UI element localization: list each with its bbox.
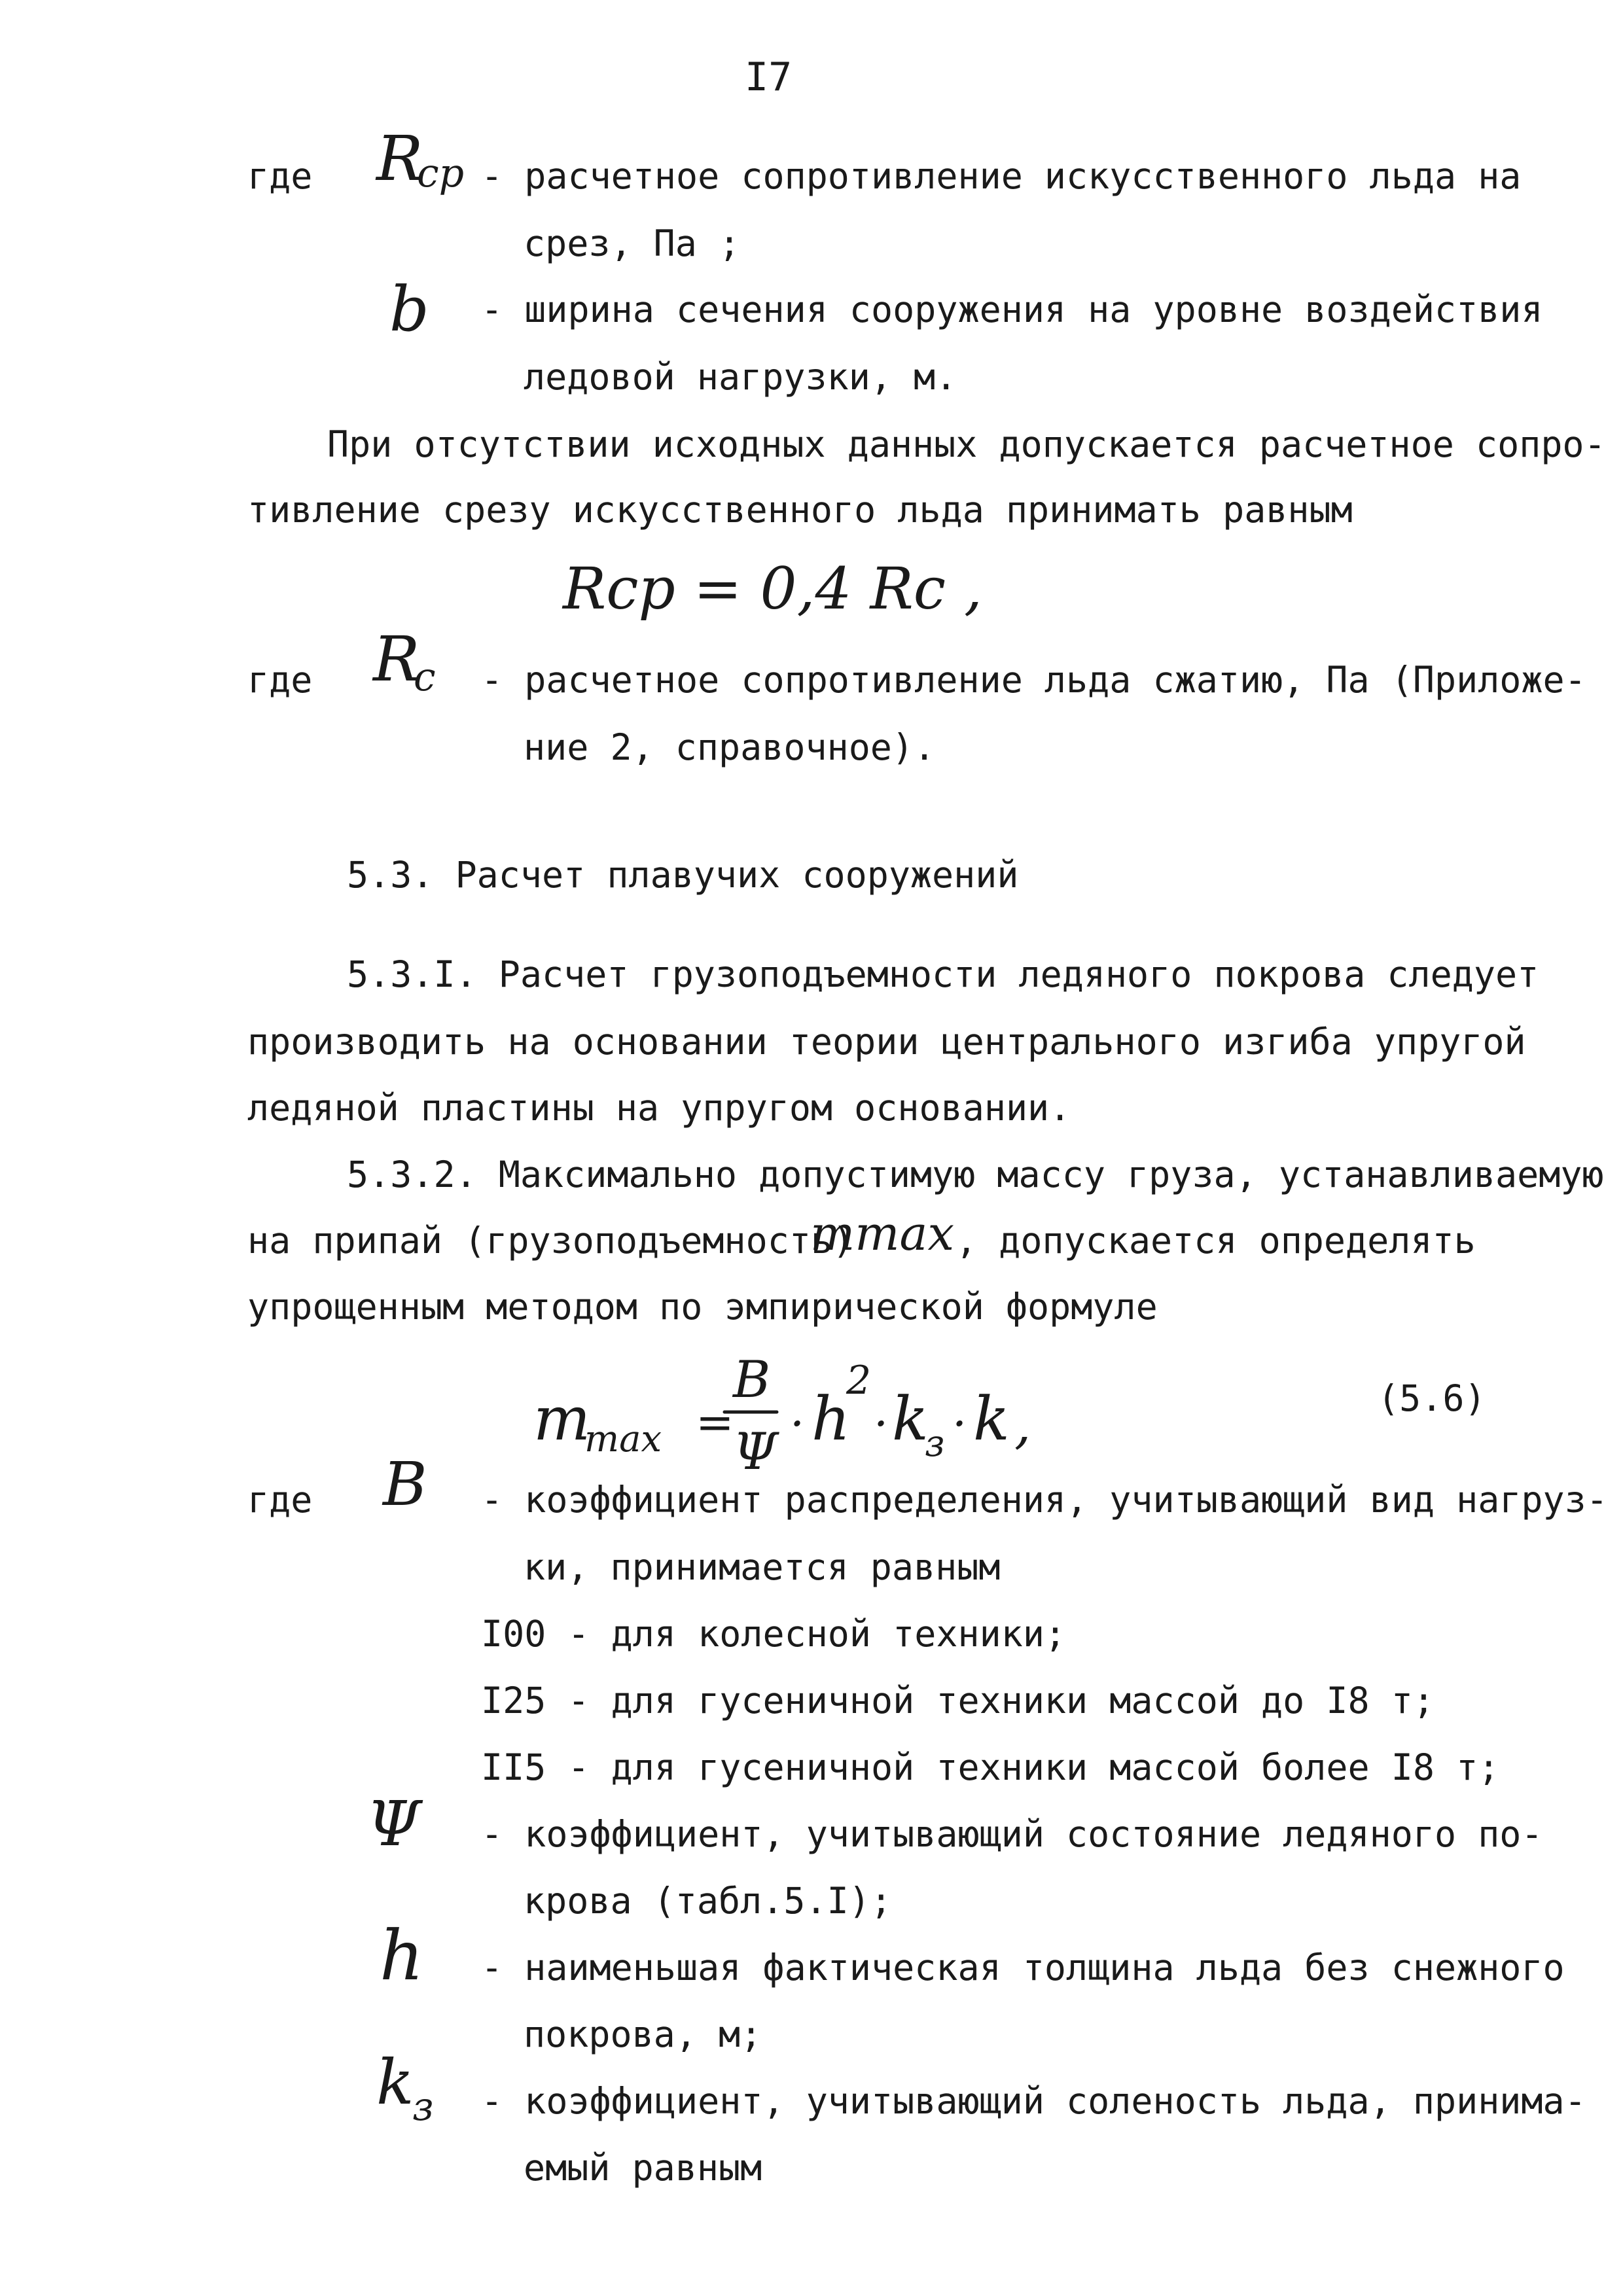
- h-definition-line-1: - наименьшая фактическая толщина льда без снежного: [481, 1947, 1565, 1988]
- svg-text:·: ·: [790, 1397, 805, 1451]
- B-definition-line-2: ки, принимается равным: [524, 1546, 1001, 1588]
- svg-text:Ψ: Ψ: [733, 1422, 778, 1481]
- paragraph-line-2: тивление срезу искусственного льда принимать равным: [247, 489, 1353, 531]
- paragraph-531-line-2: производить на основании теории центрального изгиба упругой: [247, 1021, 1526, 1063]
- paragraph-531-line-3: ледяной пластины на упругом основании.: [247, 1087, 1071, 1129]
- section-heading: 5.3. Расчет плавучих сооружений: [347, 854, 1019, 896]
- B-definition-line-1: - коэффициент распределения, учитывающий вид нагруз-: [481, 1479, 1608, 1521]
- svg-text:b: b: [389, 274, 429, 345]
- rcp-definition-line-2: срез, Па ;: [524, 222, 741, 264]
- svg-text:cp: cp: [417, 150, 465, 196]
- symbol-h: [380, 1914, 438, 1998]
- kz-definition-line-1: - коэффициент, учитывающий соленость льда, принима-: [481, 2080, 1586, 2122]
- formula-number: (5.6): [1378, 1377, 1486, 1419]
- where-label: где: [247, 155, 313, 197]
- paragraph-532-line-3: упрощенным методом по эмпирической формуле: [247, 1286, 1158, 1328]
- svg-text:h: h: [380, 1916, 424, 1996]
- svg-text:з: з: [412, 2084, 434, 2130]
- B-value-tracked-heavy: II5 - для гусеничной техники массой более I8 т;: [481, 1746, 1500, 1788]
- svg-text:B: B: [733, 1351, 771, 1409]
- paragraph-532-line-2b: , допускается определять: [955, 1220, 1476, 1262]
- svg-text:R: R: [373, 624, 420, 696]
- mmax-inline-text: mmax: [810, 1206, 955, 1261]
- b-definition-line-2: ледовой нагрузки, м.: [524, 356, 957, 398]
- svg-text:c: c: [414, 654, 436, 700]
- svg-text:з: з: [925, 1422, 945, 1465]
- svg-text:h: h: [812, 1384, 851, 1454]
- symbol-rc: [373, 624, 458, 700]
- svg-text:·: ·: [874, 1397, 889, 1451]
- svg-text:k: k: [892, 1384, 929, 1454]
- where-label-2: где: [247, 659, 313, 701]
- symbol-mmax-inline: [810, 1203, 967, 1267]
- symbol-rcp: [376, 123, 481, 199]
- paragraph-532-line-2a: на припай (грузоподъемность): [247, 1220, 855, 1262]
- svg-text:max: max: [584, 1418, 662, 1460]
- paragraph-line-1: При отсутствии исходных данных допускается расчетное сопро-: [327, 423, 1606, 465]
- svg-text:R: R: [376, 123, 423, 195]
- symbol-B: [383, 1449, 442, 1524]
- h-definition-line-2: покрова, м;: [524, 2013, 762, 2055]
- paragraph-532-line-1: 5.3.2. Максимально допустимую массу груза, устанавливаемую: [347, 1154, 1604, 1195]
- svg-text:B: B: [383, 1449, 427, 1519]
- symbol-psi: [366, 1790, 438, 1867]
- svg-text:m: m: [533, 1384, 591, 1454]
- paragraph-531-line-1: 5.3.I. Расчет грузоподъемности ледяного покрова следует: [347, 953, 1539, 995]
- psi-definition-line-1: - коэффициент, учитывающий состояние ледяного по-: [481, 1813, 1543, 1855]
- svg-text:=: =: [696, 1396, 734, 1449]
- svg-text:·: ·: [952, 1397, 967, 1451]
- svg-text:2: 2: [846, 1358, 872, 1404]
- rc-definition-line-1: - расчетное сопротивление льда сжатию, Па (Приложе-: [481, 659, 1586, 701]
- psi-definition-line-2: крова (табл.5.I);: [524, 1880, 892, 1922]
- svg-text:k: k: [376, 2047, 414, 2119]
- page-number: I7: [745, 54, 793, 100]
- rcp-definition-line-1: - расчетное сопротивление искусственного льда на: [481, 155, 1522, 197]
- svg-text:,: ,: [1014, 1394, 1031, 1455]
- formula-rcp-text: Rср = 0,4 Rс ,: [563, 555, 982, 622]
- B-value-tracked-light: I25 - для гусеничной техники массой до I8 т;: [481, 1680, 1435, 1722]
- svg-text:Ψ: Ψ: [366, 1788, 421, 1860]
- formula-rcp: [563, 550, 982, 634]
- symbol-b: [389, 274, 442, 349]
- B-value-wheeled: I00 - для колесной техники;: [481, 1613, 1067, 1655]
- symbol-kz: [376, 2048, 455, 2132]
- formula-mmax: [533, 1335, 1135, 1491]
- b-definition-line-1: - ширина сечения сооружения на уровне воздействия: [481, 289, 1543, 330]
- kz-definition-line-2: емый равным: [524, 2147, 762, 2189]
- where-label-3: где: [247, 1479, 313, 1521]
- rc-definition-line-2: ние 2, справочное).: [524, 726, 936, 768]
- svg-text:k: k: [973, 1384, 1010, 1454]
